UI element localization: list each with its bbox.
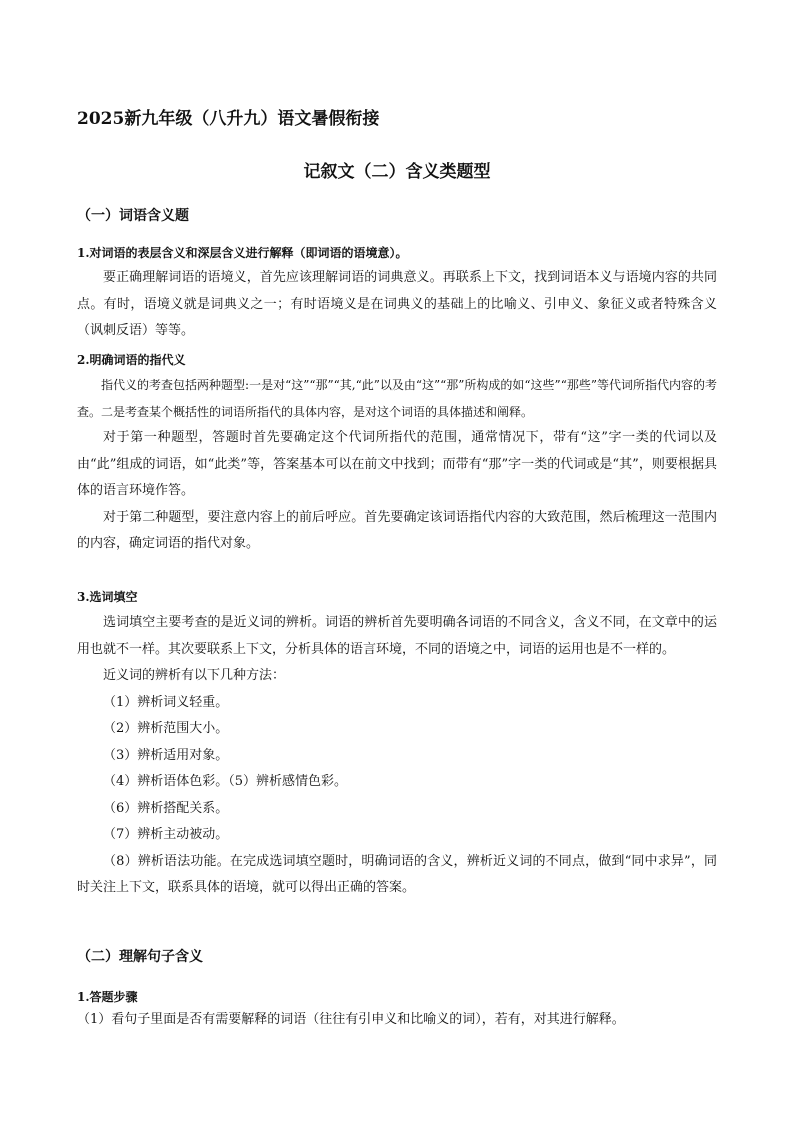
document-title: 2025新九年级（八升九）语文暑假衔接 xyxy=(77,109,380,129)
document-subtitle: 记叙文（二）含义类题型 xyxy=(303,162,491,182)
answer-step-1: （1）看句子里面是否有需要解释的词语（往往有引申义和比喻义的词），若有，对其进行解释。 xyxy=(77,1012,625,1027)
section-heading-2: （二）理解句子含义 xyxy=(77,949,203,965)
method-item: （1）辨析词义轻重。 xyxy=(103,694,229,710)
method-item: （3）辨析适用对象。 xyxy=(103,747,229,763)
method-item: （7）辨析主动被动。 xyxy=(103,827,229,842)
paragraph-text: 选词填空主要考查的是近义词的辨析。词语的辨析首先要明确各词语的不同含义，含义不同，在文章中的运用也就不一样。其次要联系上下文，分析具体的语言环境，不同的语境之中，词语的运用也是不一样的。 xyxy=(77,615,717,657)
paragraph-text: 指代义的考查包括两种题型:一是对“这”“那”“其,“此”以及由“这”“那”所构成的如“这些”“那些”等代词所指代内容的考查。二是考查某个概括性的词语所指代的具体内容，是对这个词语的具体描述和阐释。 xyxy=(77,378,717,419)
method-item: （6）辨析搭配关系。 xyxy=(103,800,229,816)
subheading-answer-steps: 1.答题步骤 xyxy=(77,990,138,1004)
paragraph-text: 对于第二种题型，要注意内容上的前后呼应。首先要确定该词语指代内容的大致范围，然后梳理这一范围内的内容，确定词语的指代对象。 xyxy=(77,509,717,551)
paragraph-text: 近义词的辨析有以下几种方法： xyxy=(103,668,286,683)
subheading-word-meaning: 1.对词语的表层含义和深层含义进行解释（即词语的语境意）。 xyxy=(77,246,408,260)
method-item: （2）辨析范围大小。 xyxy=(103,721,229,736)
subheading-word-choice: 3.选词填空 xyxy=(77,590,138,604)
paragraph-word-meaning xyxy=(77,265,717,345)
section-heading-1: （一）词语含义题 xyxy=(77,208,189,224)
method-item: （8）辨析语法功能。在完成选词填空题时，明确词语的含义，辨析近义词的不同点，做到“同中求异”，同时关注上下文，联系具体的语境，就可以得出正确的答案。 xyxy=(77,853,717,895)
paragraph-reference-meaning xyxy=(77,372,717,558)
paragraph-word-choice xyxy=(77,610,717,902)
paragraph-text: 要正确理解词语的语境义，首先应该理解词语的词典意义。再联系上下文，找到词语本义与语境内容的共同点。有时，语境义就是词典义之一；有时语境义是在词典义的基础上的比喻义、引申义、象征义或者特殊含义（讽刺反语）等等。 xyxy=(77,270,717,338)
method-item: （4）辨析语体色彩。（5）辨析感情色彩。 xyxy=(103,774,348,789)
subheading-reference-meaning: 2.明确词语的指代义 xyxy=(77,353,186,367)
paragraph-text: 对于第一种题型，答题时首先要确定这个代词所指代的范围，通常情况下，带有“这”字一类的代词以及由“此”组成的词语，如“此类”等，答案基本可以在前文中找到；而带有“那”字一类的代词或是“其”，则要根据具体的语言环境作答。 xyxy=(77,430,717,498)
